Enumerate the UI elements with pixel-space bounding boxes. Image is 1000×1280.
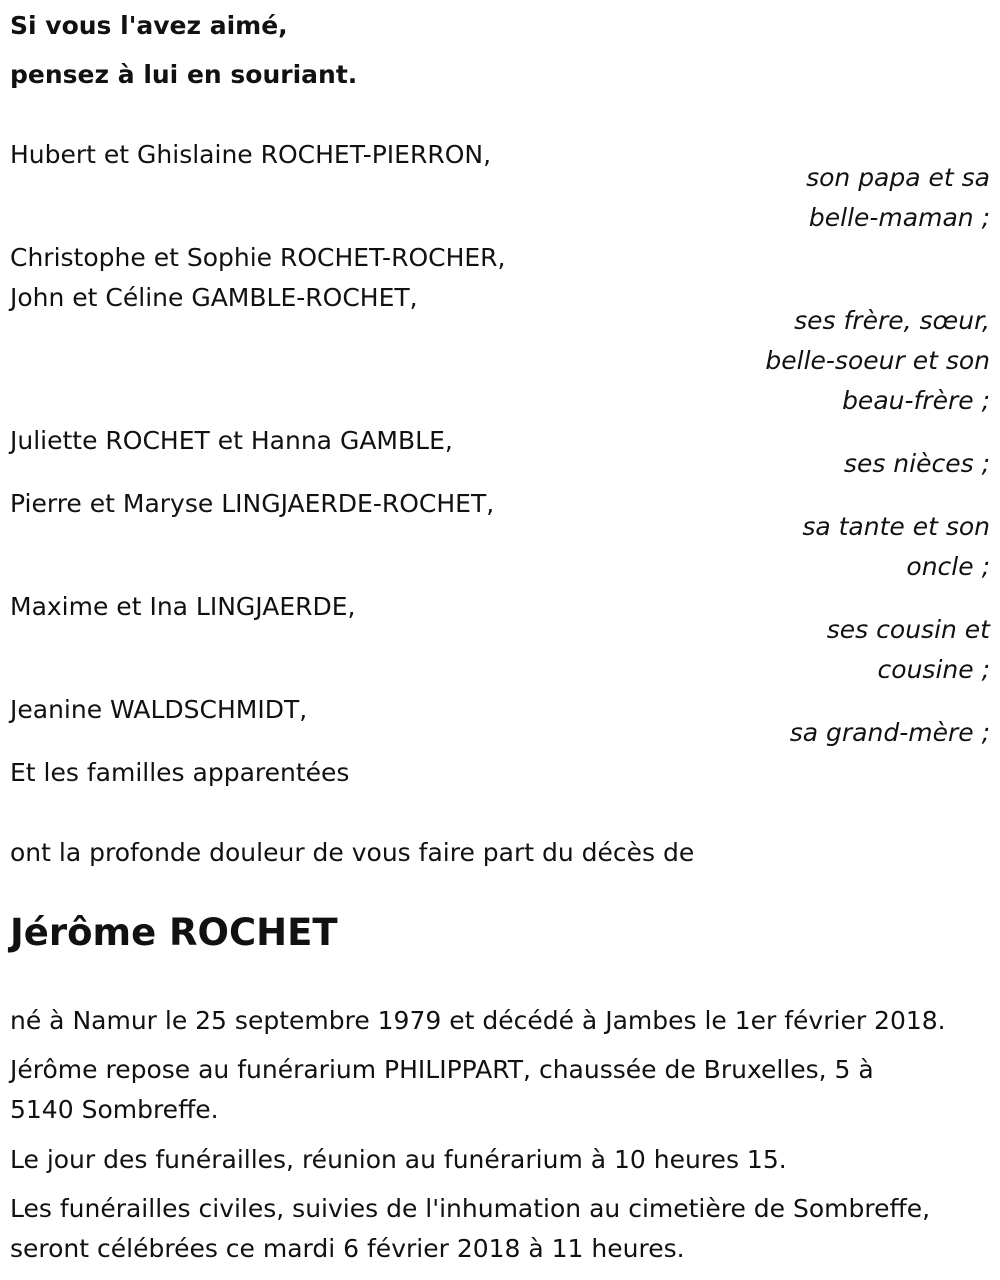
family-name: John et Céline GAMBLE-ROCHET, xyxy=(10,283,418,312)
rest-location-line-2: 5140 Sombreffe. xyxy=(10,1095,219,1124)
family-name: Christophe et Sophie ROCHET-ROCHER, xyxy=(10,243,506,272)
header-line-2: pensez à lui en souriant. xyxy=(10,60,358,89)
family-name: Juliette ROCHET et Hanna GAMBLE, xyxy=(10,426,453,455)
family-relation: ses nièces ; xyxy=(843,449,990,478)
family-name: Et les familles apparentées xyxy=(10,758,350,787)
family-relation: oncle ; xyxy=(906,552,990,581)
family-relation: son papa et sa xyxy=(806,163,990,192)
family-relation: cousine ; xyxy=(877,655,990,684)
header-line-1: Si vous l'avez aimé, xyxy=(10,11,288,40)
family-relation: sa grand-mère ; xyxy=(789,718,990,747)
family-relation: sa tante et son xyxy=(802,512,990,541)
announcement: ont la profonde douleur de vous faire part du décès de xyxy=(10,838,695,867)
family-relation: beau-frère ; xyxy=(842,386,990,415)
family-relation: ses frère, sœur, xyxy=(794,306,990,335)
birth-death-line: né à Namur le 25 septembre 1979 et décédé à Jambes le 1er février 2018. xyxy=(10,1006,946,1035)
family-name: Hubert et Ghislaine ROCHET-PIERRON, xyxy=(10,140,492,169)
family-name: Pierre et Maryse LINGJAERDE-ROCHET, xyxy=(10,489,495,518)
deceased-name: Jérôme ROCHET xyxy=(10,911,338,954)
family-name: Jeanine WALDSCHMIDT, xyxy=(10,695,308,724)
family-name: Maxime et Ina LINGJAERDE, xyxy=(10,592,356,621)
family-relation: belle-soeur et son xyxy=(765,346,990,375)
meeting-line: Le jour des funérailles, réunion au funérarium à 10 heures 15. xyxy=(10,1145,787,1174)
funeral-line-2: seront célébrées ce mardi 6 février 2018 à 11 heures. xyxy=(10,1234,685,1263)
rest-location-line-1: Jérôme repose au funérarium PHILIPPART, chaussée de Bruxelles, 5 à xyxy=(10,1055,874,1084)
family-relation: ses cousin et xyxy=(826,615,990,644)
family-relation: belle-maman ; xyxy=(808,203,990,232)
funeral-line-1: Les funérailles civiles, suivies de l'inhumation au cimetière de Sombreffe, xyxy=(10,1194,931,1223)
